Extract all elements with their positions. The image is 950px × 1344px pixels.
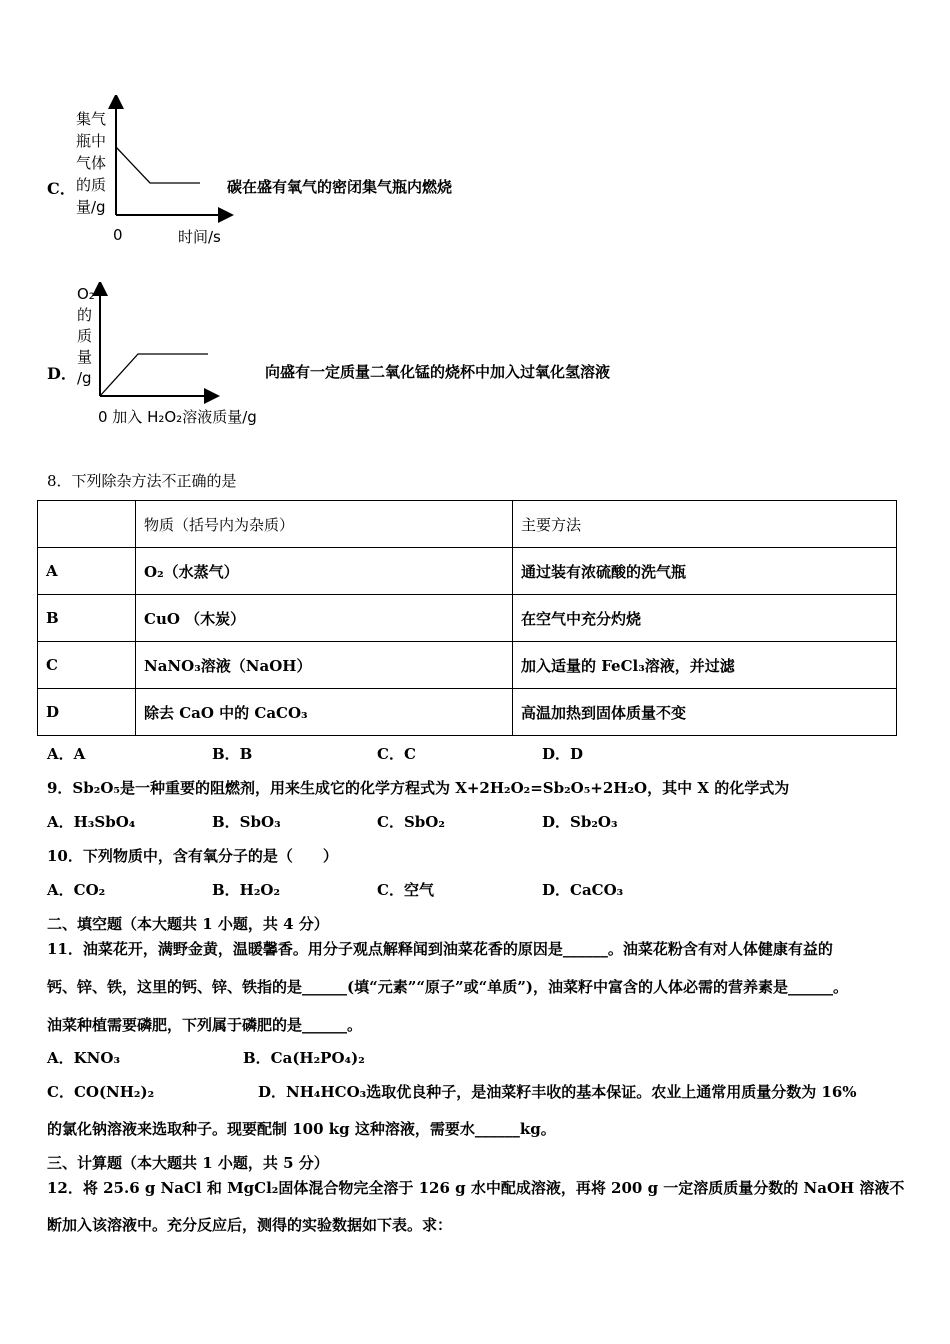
q8-option-b[interactable]: B．B xyxy=(212,745,253,763)
graph-c-x-label: 时间/s xyxy=(178,228,221,246)
graph-d-y-label-line: 的 xyxy=(77,306,93,324)
option-d-label: D． xyxy=(47,364,77,383)
q10-option-c[interactable]: C．空气 xyxy=(377,881,434,899)
graph-d-y-label-line: /g xyxy=(77,369,92,387)
graph-c-y-label-line: 集气 xyxy=(76,110,107,128)
table-cell: 在空气中充分灼烧 xyxy=(513,595,897,642)
table-cell: O₂（水蒸气） xyxy=(136,548,513,595)
graph-d-y-label xyxy=(77,284,95,389)
q11-last-line: 的氯化钠溶液来选取种子。现要配制 100 kg 这种溶液，需要水______kg。 xyxy=(47,1120,556,1138)
table-cell: B xyxy=(38,595,136,642)
q10-stem: 10．下列物质中，含有氧分子的是（ ） xyxy=(47,847,338,865)
section-2-heading: 二、填空题（本大题共 1 小题，共 4 分） xyxy=(47,915,329,933)
graph-d-y-label-line: 质 xyxy=(77,327,93,345)
graph-d-x-label: 0 加入 H₂O₂溶液质量/g xyxy=(98,408,257,426)
table-header-cell xyxy=(38,501,136,548)
q12-line-2: 断加入该溶液中。充分反应后，测得的实验数据如下表。求： xyxy=(47,1216,453,1234)
table-cell: 通过装有浓硫酸的洗气瓶 xyxy=(513,548,897,595)
q8-option-d[interactable]: D．D xyxy=(542,745,584,763)
graph-d-caption: 向盛有一定质量二氧化锰的烧杯中加入过氧化氢溶液 xyxy=(265,363,611,381)
table-cell: C xyxy=(38,642,136,689)
q11-option-b[interactable]: B．Ca(H₂PO₄)₂ xyxy=(243,1049,365,1067)
table-row xyxy=(38,548,897,595)
graph-c-origin: 0 xyxy=(113,226,123,244)
table-cell: 高温加热到固体质量不变 xyxy=(513,689,897,736)
table-cell: CuO （木炭） xyxy=(136,595,513,642)
table-cell: D xyxy=(38,689,136,736)
q11-line-3: 油菜种植需要磷肥，下列属于磷肥的是______。 xyxy=(47,1016,363,1034)
q8-stem: 8．下列除杂方法不正确的是 xyxy=(47,472,237,490)
table-cell: 加入适量的 FeCl₃溶液，并过滤 xyxy=(513,642,897,689)
q9-option-b[interactable]: B．SbO₃ xyxy=(212,813,281,831)
q11-option-c[interactable]: C．CO(NH₂)₂ xyxy=(47,1083,155,1101)
q11-line-1: 11．油菜花开，满野金黄，温暖馨香。用分子观点解释闻到油菜花香的原因是______。油菜花粉含有对人体健康有益的 xyxy=(47,940,833,958)
q8-option-a[interactable]: A．A xyxy=(47,745,86,763)
graph-c-y-label-line: 量/g xyxy=(76,198,106,216)
table-cell: 除去 CaO 中的 CaCO₃ xyxy=(136,689,513,736)
graph-c-y-label-line: 的质 xyxy=(76,176,107,194)
graph-d-curve xyxy=(100,354,208,396)
table-header-cell: 物质（括号内为杂质） xyxy=(136,501,513,548)
q8-option-c[interactable]: C．C xyxy=(377,745,416,763)
section-3-heading: 三、计算题（本大题共 1 小题，共 5 分） xyxy=(47,1154,329,1172)
graph-c-y-label-line: 瓶中 xyxy=(76,132,107,150)
q9-option-c[interactable]: C．SbO₂ xyxy=(377,813,445,831)
graph-c-y-label xyxy=(76,108,106,218)
graph-c-y-label-line: 气体 xyxy=(76,154,107,172)
table-cell: NaNO₃溶液（NaOH） xyxy=(136,642,513,689)
option-c-label: C． xyxy=(47,179,76,198)
q11-line-2: 钙、锌、铁，这里的钙、锌、铁指的是______(填“元素”“原子”或“单质”)，油菜籽中富含的人体必需的营养素是______。 xyxy=(47,978,848,996)
q11-option-a[interactable]: A．KNO₃ xyxy=(47,1049,121,1067)
table-cell: A xyxy=(38,548,136,595)
q10-option-d[interactable]: D．CaCO₃ xyxy=(542,881,624,899)
q9-stem: 9．Sb₂O₅是一种重要的阻燃剂，用来生成它的化学方程式为 X+2H₂O₂=Sb₂O₅+2H₂O，其中 X 的化学式为 xyxy=(47,779,790,797)
table-header-cell: 主要方法 xyxy=(513,501,897,548)
q11-option-d[interactable]: D．NH₄HCO₃选取优良种子，是油菜籽丰收的基本保证。农业上通常用质量分数为 16% xyxy=(258,1083,857,1101)
q12-line-1: 12．将 25.6 g NaCl 和 MgCl₂固体混合物完全溶于 126 g 水中配成溶液，再将 200 g 一定溶质质量分数的 NaOH 溶液不 xyxy=(47,1179,905,1197)
q10-option-a[interactable]: A．CO₂ xyxy=(47,881,106,899)
graph-c-curve xyxy=(116,147,200,183)
graph-d-y-label-line: O₂ xyxy=(77,285,95,303)
q8-table xyxy=(37,500,897,736)
table-header-row xyxy=(38,501,897,548)
graph-d-y-label-line: 量 xyxy=(77,348,93,366)
graph-c-caption: 碳在盛有氧气的密闭集气瓶内燃烧 xyxy=(227,178,453,196)
table-row xyxy=(38,595,897,642)
q9-option-d[interactable]: D．Sb₂O₃ xyxy=(542,813,618,831)
q10-option-b[interactable]: B．H₂O₂ xyxy=(212,881,281,899)
table-row xyxy=(38,689,897,736)
q9-option-a[interactable]: A．H₃SbO₄ xyxy=(47,813,136,831)
table-row xyxy=(38,642,897,689)
